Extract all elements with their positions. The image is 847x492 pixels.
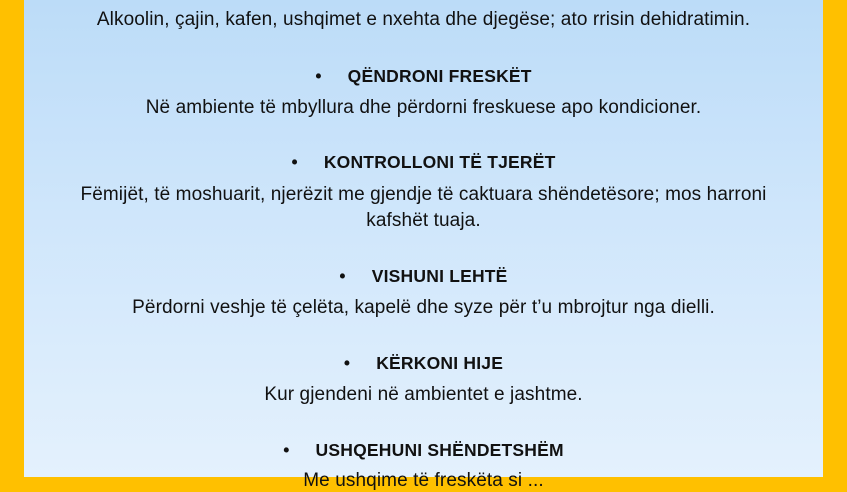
bullet-icon: •	[291, 152, 298, 172]
stay-cool-text: Në ambiente të mbyllura dhe përdorni freskuese apo kondicioner.	[145, 97, 702, 118]
heading-text: VISHUNI LEHTË	[371, 266, 508, 286]
intro-text-line: Alkoolin, çajin, kafen, ushqimet e nxehta dhe djegëse; ato rrisin dehidratimin.	[96, 9, 751, 30]
slide-panel	[24, 0, 823, 491]
bullet-icon: •	[315, 66, 322, 86]
heading-check-others	[24, 152, 823, 173]
heading-seek-shade	[24, 353, 823, 374]
heading-dress-light	[24, 266, 823, 287]
seek-shade-text: Kur gjendeni në ambientet e jashtme.	[264, 384, 583, 405]
heading-text: KONTROLLONI TË TJERËT	[323, 152, 556, 172]
dress-light-text: Përdorni veshje të çelëta, kapelë dhe syze për t’u mbrojtur nga dielli.	[132, 297, 715, 318]
heading-stay-cool	[24, 66, 823, 87]
bullet-icon: •	[339, 266, 346, 286]
bullet-icon: •	[283, 440, 290, 460]
heading-text: KËRKONI HIJE	[376, 353, 504, 373]
bullet-icon: •	[343, 353, 351, 373]
check-others-text-line-1: Fëmijët, të moshuarit, njerëzit me gjendje të caktuara shëndetësore; mos harroni	[80, 184, 767, 205]
heading-text: USHQEHUNI SHËNDETSHËM	[315, 440, 564, 460]
eat-healthy-text: Me ushqime të freskëta si ...	[303, 470, 544, 491]
heading-eat-healthy	[24, 440, 823, 461]
heading-text: QËNDRONI FRESKËT	[347, 66, 532, 86]
check-others-text-line-2: kafshët tuaja.	[366, 210, 481, 231]
